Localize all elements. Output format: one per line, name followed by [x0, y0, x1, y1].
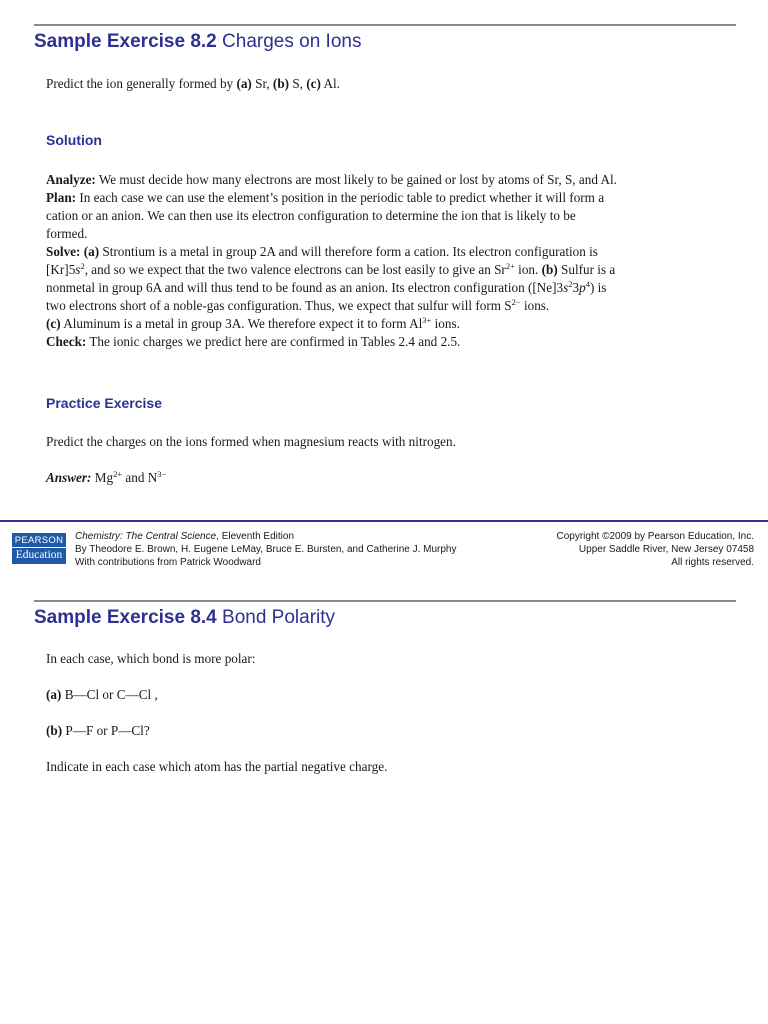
footer-authors: By Theodore E. Brown, H. Eugene LeMay, Bruce E. Bursten, and Catherine J. Murphy: [75, 544, 457, 555]
solve-line-5: (c) Aluminum is a metal in group 3A. We therefore expect it to form $Al^{3+}$ ions.: [46, 315, 460, 331]
solve-line-3: nonmetal in group 6A and will thus tend to be found as an anion. Its electron configuration $([Ne]3s^23p^4)$ is: [46, 279, 607, 295]
slide-footer: [0, 520, 768, 568]
pearson-education-logo: PEARSON Education: [12, 533, 66, 564]
slide-title: [34, 607, 335, 629]
practice-question: Predict the charges on the ions formed when magnesium reacts with nitrogen.: [46, 434, 456, 449]
analyze-line: Analyze: We must decide how many electrons are most likely to be gained or lost by atoms of Sr, S, and Al.: [46, 172, 617, 187]
slide-title: [34, 31, 361, 53]
footer-copyright: [557, 530, 755, 569]
title-exercise-number: Sample Exercise 8.4: [34, 607, 217, 628]
footer-book-title: Chemistry: The Central Science, Eleventh Edition: [75, 531, 294, 542]
footer-book-credits: [75, 530, 457, 569]
title-rule: [34, 600, 736, 602]
plan-line-3: formed.: [46, 226, 88, 241]
title-exercise-number: Sample Exercise 8.2: [34, 31, 217, 52]
solve-line-4: two electrons short of a noble-gas configuration. Thus, we expect that sulfur will form $S^{2-}$ ions.: [46, 297, 550, 313]
slide-sample-exercise-8-4: [0, 586, 768, 1024]
practice-answer: Answer: $Mg^{2+}$ and $N^{3-}$: [46, 469, 167, 485]
title-topic: Charges on Ions: [222, 31, 362, 52]
part-a: (a) B—Cl or C—Cl ,: [46, 687, 158, 702]
exercise-intro: In each case, which bond is more polar:: [46, 651, 256, 666]
plan-line-1: Plan: In each case we can use the element’s position in the periodic table to predict whether it will form a: [46, 190, 605, 205]
part-b: (b) P—F or P—Cl?: [46, 723, 150, 738]
partial-charge-question: Indicate in each case which atom has the partial negative charge.: [46, 759, 388, 774]
solution-heading: Solution: [46, 132, 102, 148]
solve-line-1: Solve: (a) Strontium is a metal in group 2A and will therefore form a cation. Its electron configuration is: [46, 244, 598, 259]
solve-line-2: $[Kr]5s^2$, and so we expect that the two valence electrons can be lost easily to give an $Sr^{2+}$ ion. (b) Sulfur is a: [46, 261, 616, 277]
title-topic: Bond Polarity: [222, 607, 336, 628]
exercise-prompt: Predict the ion generally formed by (a) Sr, (b) S, (c) Al.: [46, 76, 340, 91]
footer-copyright-line: Copyright ©2009 by Pearson Education, Inc.: [556, 531, 754, 542]
footer-rights: All rights reserved.: [671, 557, 754, 568]
plan-line-2: cation or an anion. We can then use its electron configuration to determine the ion that is likely to be: [46, 208, 576, 223]
title-rule: [34, 24, 736, 26]
footer-contributions: With contributions from Patrick Woodward: [75, 557, 261, 568]
footer-location: Upper Saddle River, New Jersey 07458: [578, 544, 754, 555]
practice-exercise-heading: Practice Exercise: [46, 395, 162, 411]
check-line: Check: The ionic charges we predict here are confirmed in Tables 2.4 and 2.5.: [46, 334, 461, 349]
